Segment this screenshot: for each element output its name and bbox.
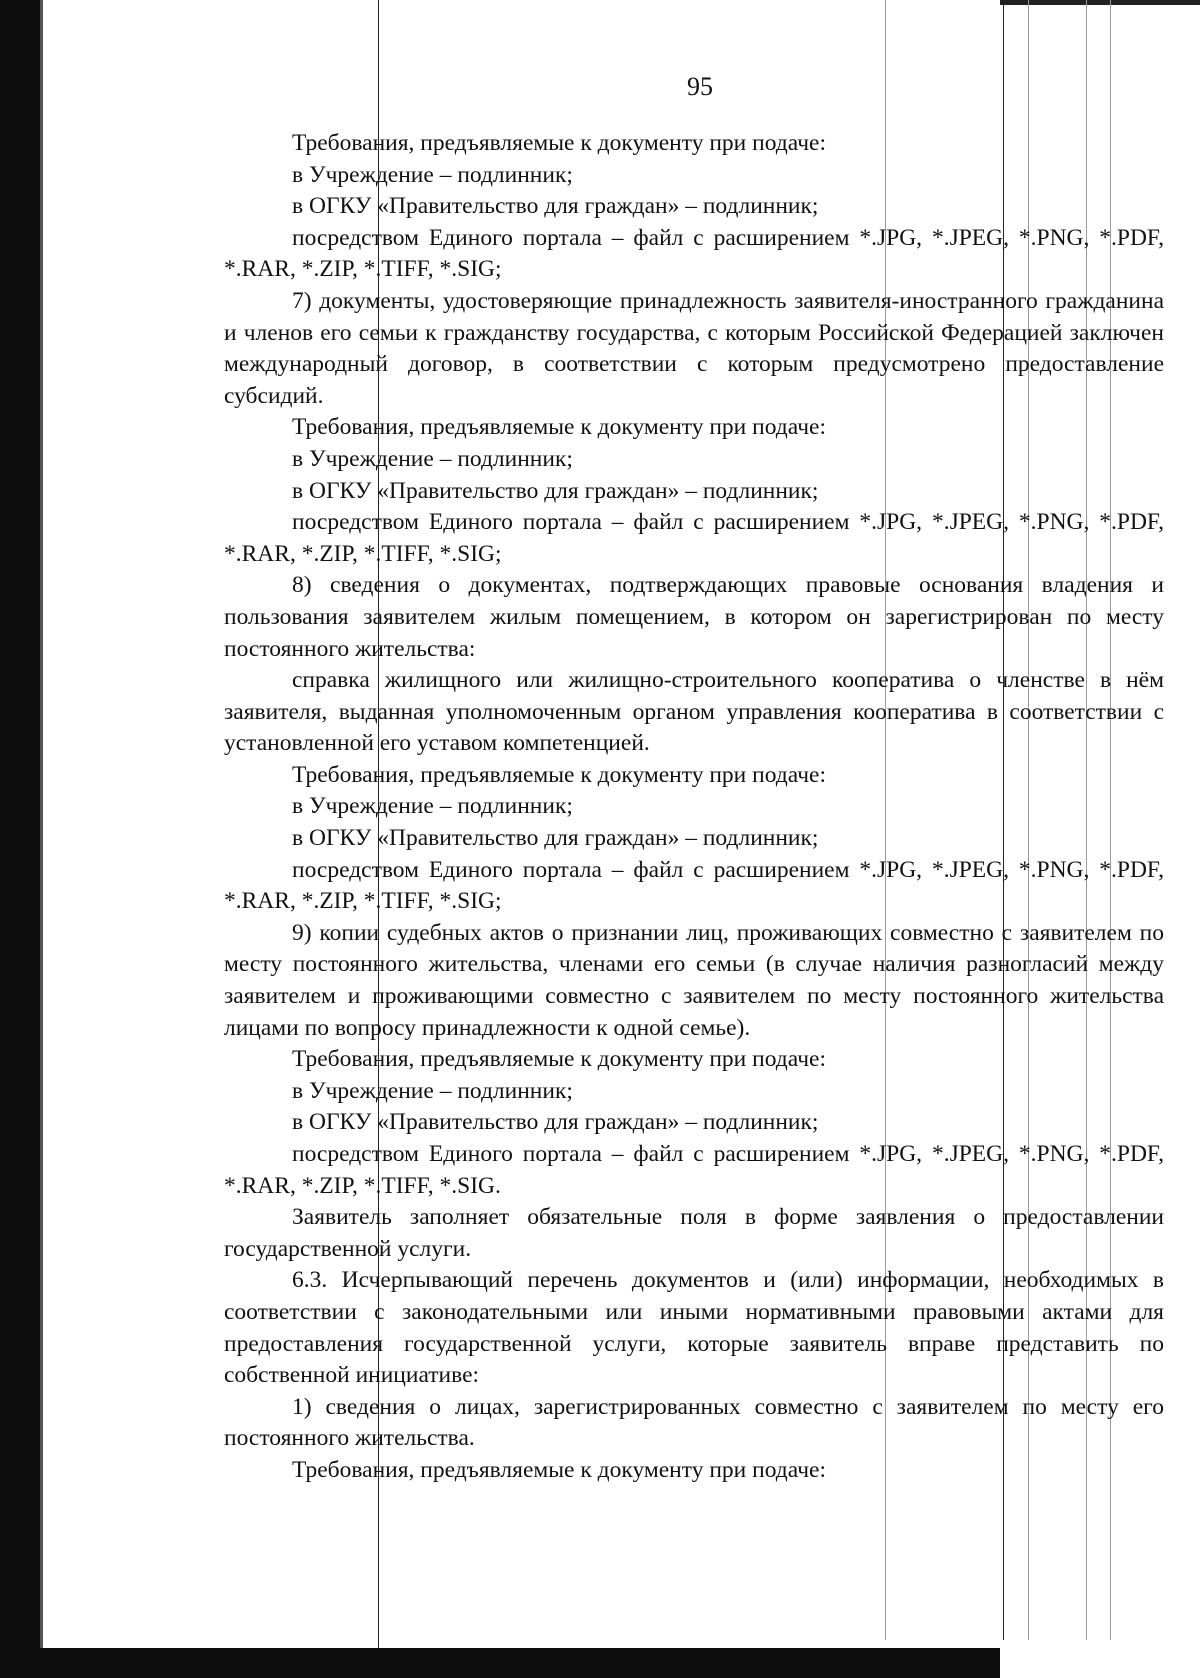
scan-border-top-right: [1000, 0, 1200, 5]
paragraph: в ОГКУ «Правительство для граждан» – подлинник;: [292, 825, 819, 852]
paragraph: Требования, предъявляемые к документу при подаче:: [292, 1046, 826, 1073]
paragraph: 7) документы, удостоверяющие принадлежность заявителя-иностранного гражданина и членов его семьи к гражданству государства, с которым Российской Федерацией заключен международный договор, в соответствии с которым предусмотрено предоставление субсидий.: [224, 287, 1164, 409]
paragraph: Заявитель заполняет обязательные поля в форме заявления о предоставлении государственной услуги.: [224, 1204, 1164, 1262]
scan-border-left: [0, 0, 40, 1678]
paragraph: в ОГКУ «Правительство для граждан» – подлинник;: [292, 477, 819, 504]
paragraph: 6.3. Исчерпывающий перечень документов и (или) информации, необходимых в соответствии с законодательными или иными нормативными правовыми актами для предоставления государственной услуги, которые заявитель вправе представить по собственной инициативе:: [224, 1267, 1164, 1389]
paragraph: в Учреждение – подлинник;: [292, 445, 573, 472]
scan-border-left-edge: [40, 0, 43, 1678]
paragraph: посредством Единого портала – файл с расширением *.JPG, *.JPEG, *.PNG, *.PDF, *.RAR, *.ZIP, *.TIFF, *.SIG;: [224, 224, 1164, 283]
paragraph: Требования, предъявляемые к документу при подаче:: [292, 761, 826, 788]
paragraph: в Учреждение – подлинник;: [292, 161, 573, 188]
paragraph: 1) сведения о лицах, зарегистрированных совместно с заявителем по месту его постоянного жительства.: [224, 1393, 1164, 1452]
paragraph: 9) копии судебных актов о признании лиц, проживающих совместно с заявителем по месту постоянного жительства, членами его семьи (в случае наличия разногласий между заявителем и проживающими совместно с заявителем по месту постоянного жительства лицами по вопросу принадлежности к одной семье).: [224, 919, 1164, 1041]
document-body: [224, 128, 1164, 1487]
paragraph: посредством Единого портала – файл с расширением *.JPG, *.JPEG, *.PNG, *.PDF, *.RAR, *.ZIP, *.TIFF, *.SIG.: [224, 1141, 1164, 1199]
paragraph: в ОГКУ «Правительство для граждан» – подлинник;: [292, 1109, 819, 1136]
paragraph: Требования, предъявляемые к документу при подаче:: [292, 414, 826, 441]
paragraph: Требования, предъявляемые к документу при подаче:: [292, 1456, 826, 1483]
page-number: 95: [687, 72, 713, 101]
paragraph: посредством Единого портала – файл с расширением *.JPG, *.JPEG, *.PNG, *.PDF, *.RAR, *.ZIP, *.TIFF, *.SIG;: [224, 856, 1164, 915]
paragraph: Требования, предъявляемые к документу при подаче:: [292, 130, 826, 156]
paragraph: в Учреждение – подлинник;: [292, 1077, 573, 1104]
paragraph: 8) сведения о документах, подтверждающих правовые основания владения и пользования заявителем жилым помещением, в котором он зарегистрирован по месту постоянного жительства:: [224, 572, 1164, 662]
scan-border-bottom: [0, 1648, 1000, 1678]
paragraph: справка жилищного или жилищно-строительного кооператива о членстве в нём заявителя, выданная уполномоченным органом управления кооператива в соответствии с установленной его уставом компетенцией.: [224, 667, 1164, 757]
paragraph: посредством Единого портала – файл с расширением *.JPG, *.JPEG, *.PNG, *.PDF, *.RAR, *.ZIP, *.TIFF, *.SIG;: [224, 509, 1164, 567]
paragraph: в Учреждение – подлинник;: [292, 793, 573, 820]
paragraph: в ОГКУ «Правительство для граждан» – подлинник;: [292, 193, 819, 220]
